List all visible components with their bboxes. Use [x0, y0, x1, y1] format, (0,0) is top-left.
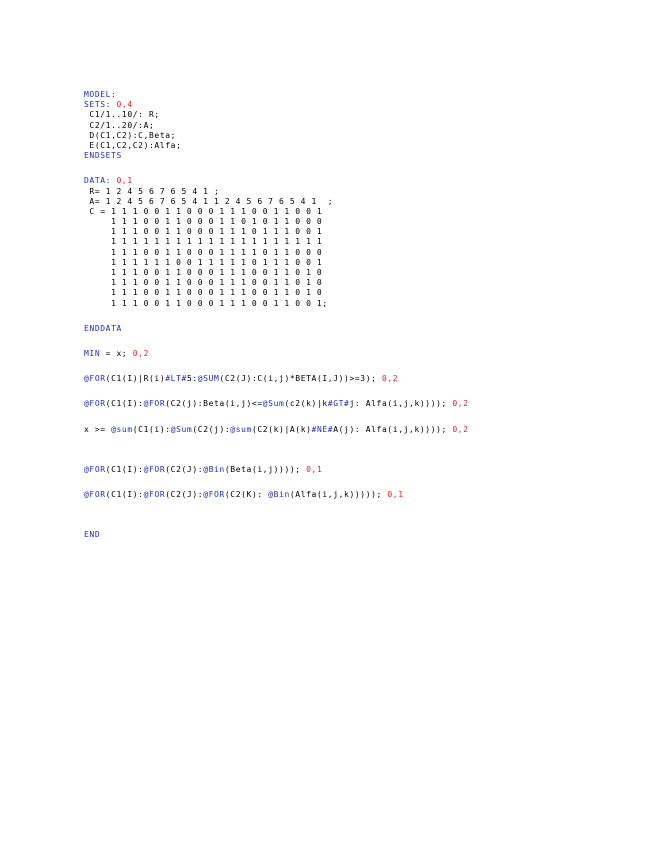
number-token: 0,2 — [376, 374, 399, 384]
code-line — [84, 176, 644, 186]
code-line — [84, 121, 644, 131]
text-token: 1 1 1 0 0 1 1 0 0 0 1 1 1 0 0 1 1 0 1 0 — [84, 278, 323, 288]
blank-gap — [84, 161, 644, 176]
keyword-token: #GT# — [327, 399, 350, 409]
keyword-token: @Bin — [203, 464, 225, 474]
text-token: 1 1 1 0 0 1 1 0 0 0 1 1 1 0 0 1 1 0 0 1; — [84, 298, 328, 308]
text-token: 5: — [186, 374, 198, 384]
keyword-token: @FOR — [84, 399, 106, 409]
text-token: (C1(I): — [105, 489, 144, 499]
keyword-token: @FOR — [84, 374, 106, 384]
keyword-token: @FOR — [143, 399, 166, 409]
code-line — [84, 288, 644, 298]
code-line — [84, 227, 644, 237]
code-line — [84, 90, 644, 100]
code-line — [84, 530, 644, 540]
text-token: (Alfa(i,j,k))))); — [289, 489, 382, 499]
text-token: (C2(j): — [192, 424, 231, 434]
lingo-model-code — [84, 90, 644, 540]
keyword-token: @FOR — [143, 489, 166, 499]
blank-gap — [84, 384, 644, 399]
keyword-token: #NE# — [311, 424, 334, 434]
text-token: (C2(K): — [224, 489, 269, 499]
text-token: (C1(I)|R(i) — [105, 374, 166, 384]
keyword-token: @Sum — [262, 399, 285, 409]
code-line — [84, 141, 644, 151]
text-token: (C2(J): — [165, 464, 204, 474]
text-token: 1 1 1 0 0 1 1 0 0 0 1 1 1 0 1 1 1 0 0 1 — [84, 227, 323, 237]
code-line — [84, 151, 644, 161]
keyword-token: #LT# — [165, 374, 187, 384]
code-line — [84, 207, 644, 217]
text-token: x >= — [84, 424, 112, 434]
keyword-token: @FOR — [143, 464, 166, 474]
text-token: 1 1 1 1 1 1 1 1 1 1 1 1 1 1 1 1 1 1 1 1 — [84, 237, 323, 247]
text-token: 1 1 1 0 0 1 1 0 0 0 1 1 0 1 0 1 1 0 0 0 — [84, 217, 323, 227]
text-token: D(C1,C2):C,Beta; — [84, 130, 177, 140]
blank-gap — [84, 435, 644, 465]
text-token: (C1(i): — [132, 424, 171, 434]
text-token: (C2(j):Beta(i,j)<= — [165, 399, 263, 409]
keyword-token: ENDSETS — [84, 151, 122, 161]
code-line — [84, 268, 644, 278]
text-token: 1 1 1 1 1 1 0 0 1 1 1 1 1 0 1 1 1 0 0 1 — [84, 257, 323, 267]
keyword-token: DATA: — [84, 176, 112, 186]
number-token: 0,1 — [111, 176, 133, 186]
text-token: (C2(k)|A(k) — [251, 424, 312, 434]
text-token: 1 1 1 0 0 1 1 0 0 0 1 1 1 1 0 1 1 0 0 0 — [84, 247, 323, 257]
code-line — [84, 399, 644, 409]
code-line — [84, 324, 644, 334]
keyword-token: END — [84, 530, 101, 540]
keyword-token: MIN — [84, 348, 101, 358]
text-token: C2/1..20/:A; — [84, 120, 155, 130]
code-line — [84, 299, 644, 309]
number-token: 0,1 — [300, 464, 323, 474]
text-token: E(C1,C2,C2):Alfa; — [84, 140, 182, 150]
code-line — [84, 465, 644, 475]
text-token: (c2(k)|k — [284, 399, 328, 409]
code-line — [84, 237, 644, 247]
keyword-token: ENDDATA — [84, 323, 122, 333]
text-token: j: Alfa(i,j,k)))); — [349, 399, 447, 409]
code-line — [84, 100, 644, 110]
code-line — [84, 425, 644, 435]
keyword-token: @FOR — [84, 464, 106, 474]
code-line — [84, 197, 644, 207]
keyword-token: MODEL: — [84, 90, 117, 99]
code-line — [84, 278, 644, 288]
number-token: 0,1 — [381, 489, 404, 499]
blank-gap — [84, 359, 644, 374]
code-line — [84, 217, 644, 227]
blank-gap — [84, 309, 644, 324]
text-token: (C2(J): — [165, 489, 204, 499]
text-token: C1/1..10/: R; — [84, 110, 160, 120]
code-line — [84, 131, 644, 141]
keyword-token: @FOR — [203, 489, 225, 499]
text-token: (C2(J):C(i,j)*BETA(I,J))>=3); — [219, 374, 377, 384]
code-line — [84, 187, 644, 197]
keyword-token: SETS: — [84, 100, 112, 110]
keyword-token: @Sum — [170, 424, 193, 434]
keyword-token: @sum — [111, 424, 133, 434]
text-token: C = 1 1 1 0 0 1 1 0 0 0 1 1 1 0 0 1 1 0 0 1 — [84, 206, 323, 216]
blank-gap — [84, 500, 644, 530]
blank-gap — [84, 410, 644, 425]
text-token: (C1(I): — [105, 399, 144, 409]
code-line — [84, 110, 644, 120]
text-token: 1 1 1 0 0 1 1 0 0 0 1 1 1 0 0 1 1 0 1 0 — [84, 268, 323, 277]
code-line — [84, 248, 644, 258]
number-token: 0,2 — [127, 348, 150, 358]
blank-gap — [84, 334, 644, 349]
keyword-token: @SUM — [197, 374, 220, 384]
code-line — [84, 258, 644, 268]
text-token: (C1(I): — [105, 464, 144, 474]
code-line — [84, 490, 644, 500]
keyword-token: @FOR — [84, 489, 106, 499]
text-token: (Beta(i,j)))); — [224, 464, 301, 474]
text-token: A= 1 2 4 5 6 7 6 5 4 1 1 2 4 5 6 7 6 5 4 1 ; — [84, 196, 334, 206]
keyword-token: @Bin — [268, 489, 290, 499]
blank-gap — [84, 475, 644, 490]
code-line — [84, 374, 644, 384]
number-token: 0,2 — [446, 399, 469, 409]
text-token: = x; — [100, 348, 128, 358]
text-token: A(j): Alfa(i,j,k)))); — [333, 424, 447, 434]
number-token: 0,4 — [111, 100, 133, 110]
code-line — [84, 349, 644, 359]
number-token: 0,2 — [446, 424, 469, 434]
keyword-token: @sum — [230, 424, 252, 434]
text-token: 1 1 1 0 0 1 1 0 0 0 1 1 1 0 0 1 1 0 1 0 — [84, 288, 323, 298]
text-token: R= 1 2 4 5 6 7 6 5 4 1 ; — [84, 186, 220, 196]
